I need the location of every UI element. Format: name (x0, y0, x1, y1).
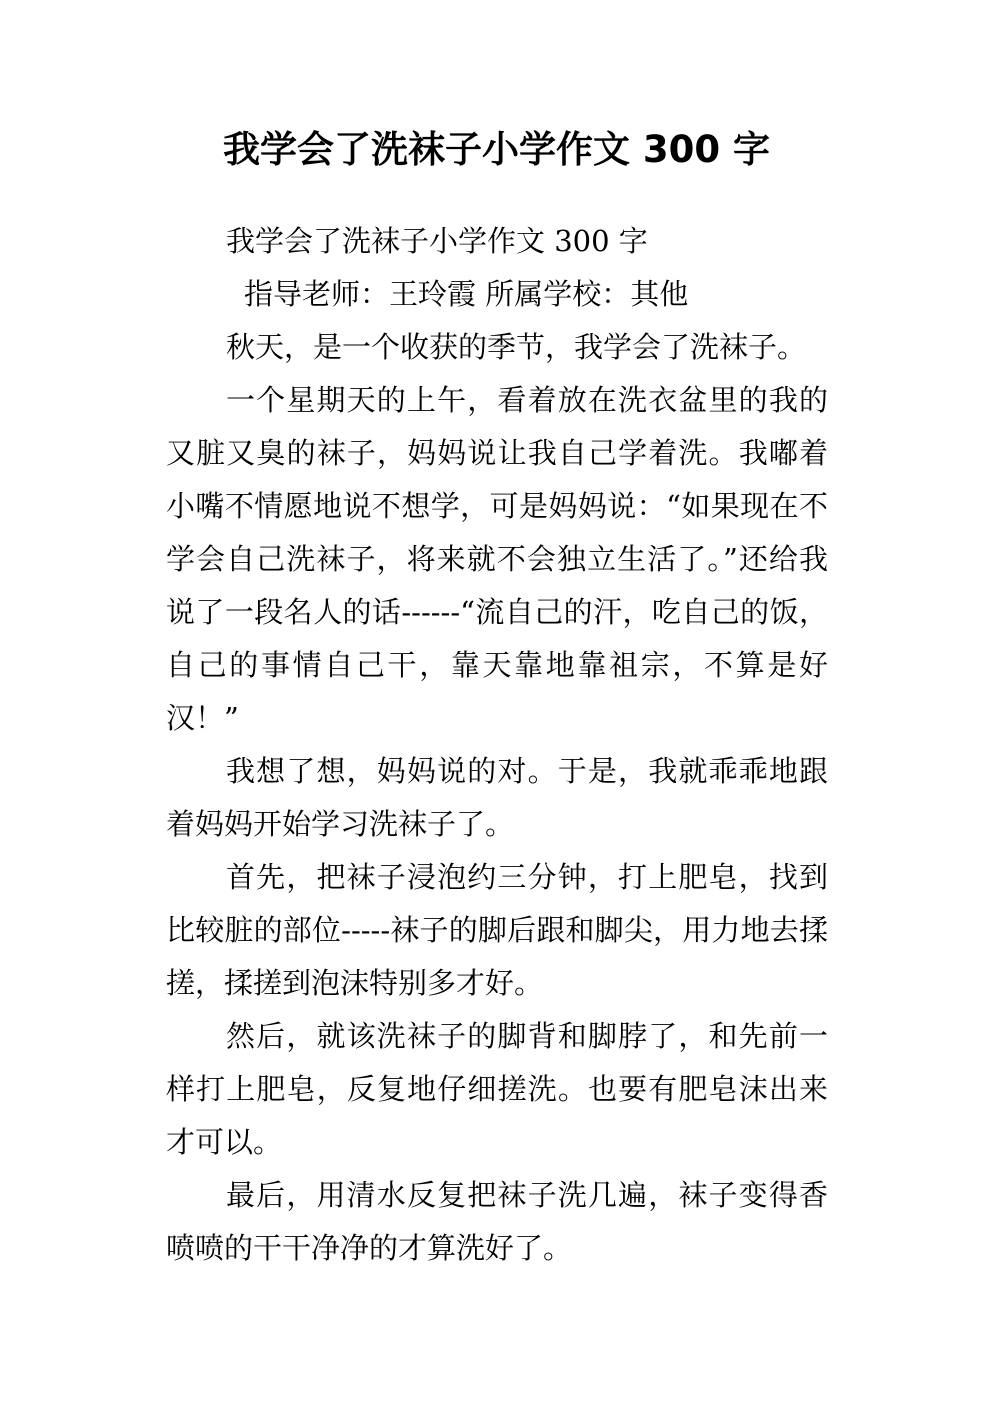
paragraph: 最后，用清水反复把袜子洗几遍，袜子变得香喷喷的干干净净的才算洗好了。 (166, 1178, 828, 1265)
page-title: 我学会了洗袜子小学作文 300 字 (223, 128, 770, 171)
article-subtitle: 我学会了洗袜子小学作文 300 字 (226, 224, 648, 258)
paragraph: 我想了想，妈妈说的对。于是，我就乖乖地跟着妈妈开始学习洗袜子了。 (166, 754, 828, 841)
article-body (166, 215, 828, 1275)
byline: 指导老师：王玲霞 所属学校：其他 (244, 277, 689, 311)
paragraph: 然后，就该洗袜子的脚背和脚脖了，和先前一样打上肥皂，反复地仔细搓洗。也要有肥皂沫出来才可以。 (166, 1019, 828, 1159)
paragraph: 秋天，是一个收获的季节，我学会了洗袜子。 (226, 330, 807, 364)
paragraph: 一个星期天的上午，看着放在洗衣盆里的我的又脏又臭的袜子，妈妈说让我自己学着洗。我嘟着小嘴不情愿地说不想学，可是妈妈说：“如果现在不学会自己洗袜子，将来就不会独立生活了。”还给我说了一段名人的话------“流自己的汗，吃自己的饭，自己的事情自己干，靠天靠地靠祖宗，不算是好汉！” (166, 383, 828, 735)
paragraph: 首先，把袜子浸泡约三分钟，打上肥皂，找到比较脏的部位-----袜子的脚后跟和脚尖，用力地去揉搓，揉搓到泡沫特别多才好。 (166, 860, 828, 1000)
